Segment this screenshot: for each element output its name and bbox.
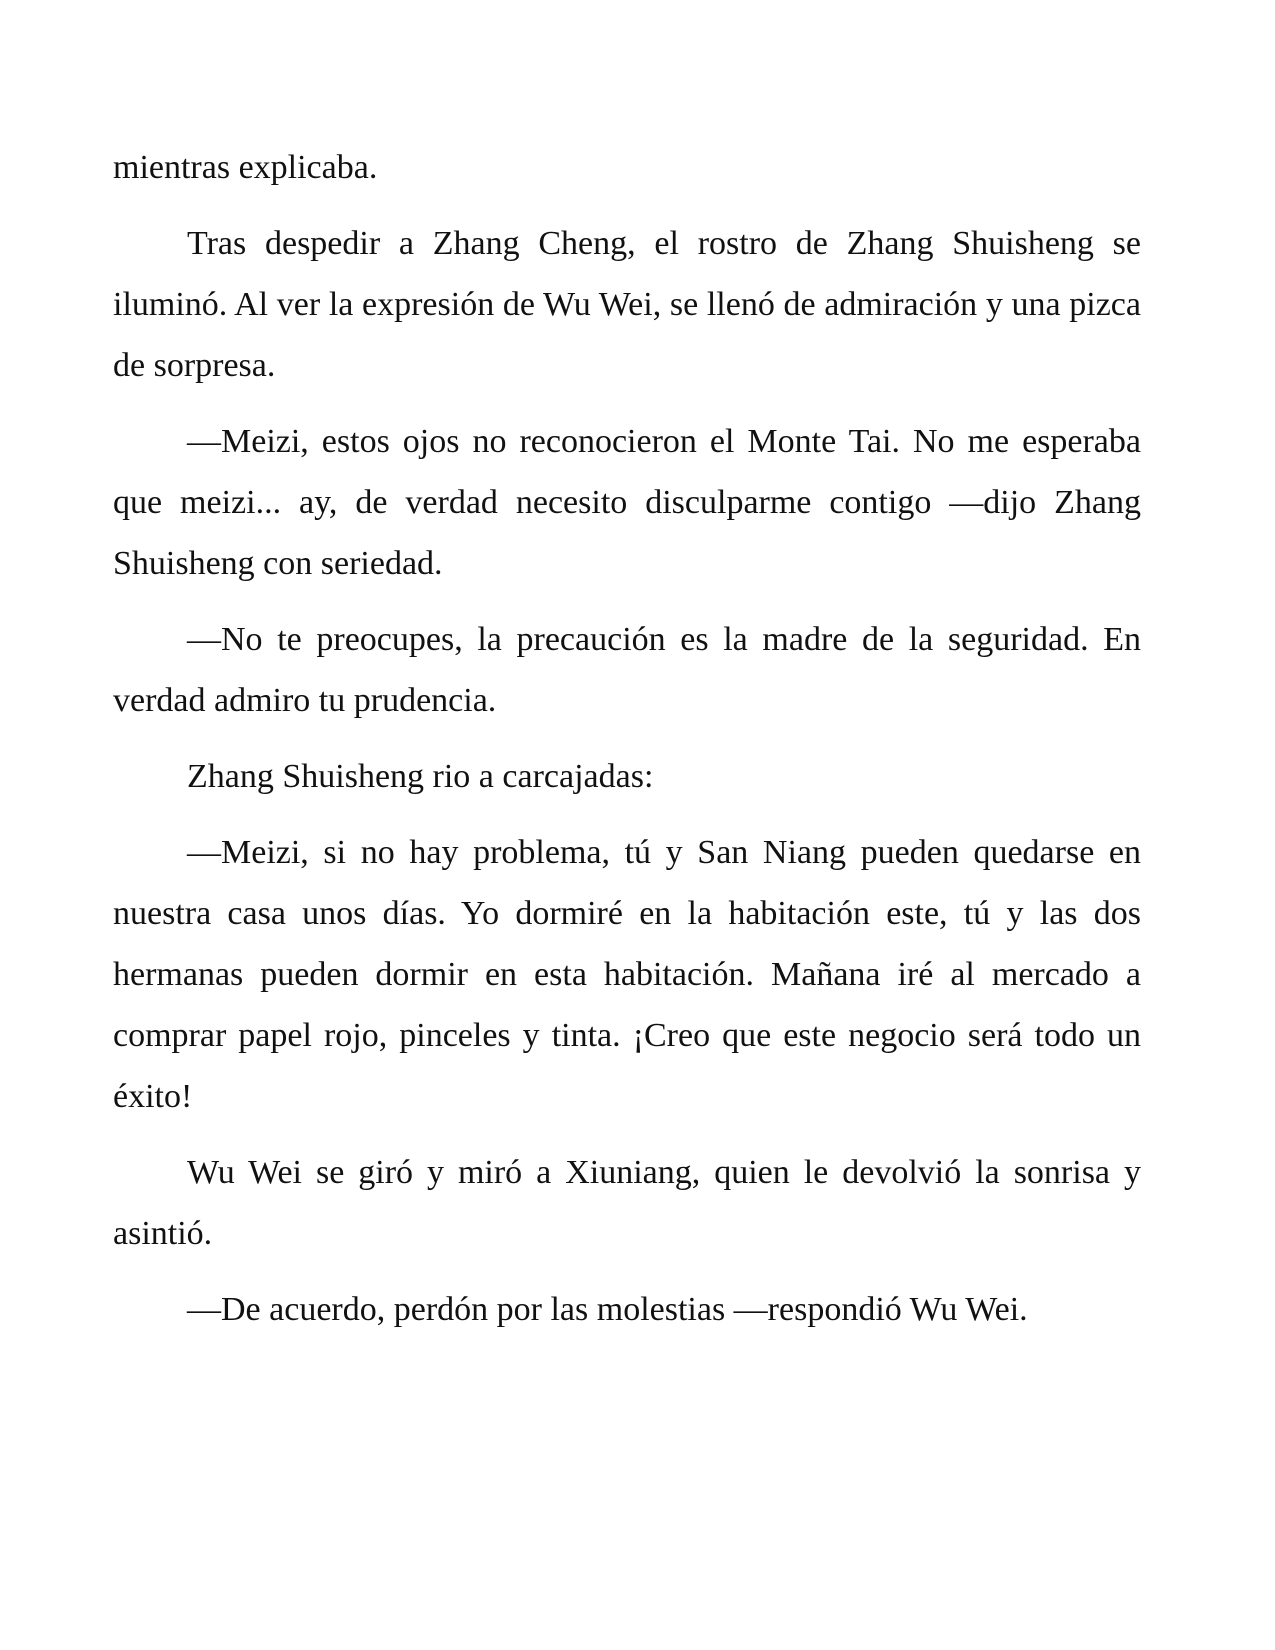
paragraph: —De acuerdo, perdón por las molestias —respondió Wu Wei. xyxy=(187,1291,1028,1328)
paragraph: mientras explicaba. xyxy=(113,149,378,186)
paragraph: —Meizi, estos ojos no reconocieron el Monte Tai. No me esperaba que meizi... ay, de verdad necesito disculparme contigo —dijo Zhang Shuisheng con seriedad. xyxy=(113,423,1141,582)
paragraph: —Meizi, si no hay problema, tú y San Niang pueden quedarse en nuestra casa unos días. Yo dormiré en la habitación este, tú y las dos hermanas pueden dormir en esta habitación. Mañana iré al mercado a comprar papel rojo, pinceles y tinta. ¡Creo que este negocio será todo un éxito! xyxy=(113,834,1141,1115)
paragraph: —No te preocupes, la precaución es la madre de la seguridad. En verdad admiro tu prudencia. xyxy=(113,621,1141,719)
paragraph: Tras despedir a Zhang Cheng, el rostro de Zhang Shuisheng se iluminó. Al ver la expresión de Wu Wei, se llenó de admiración y una pizca de sorpresa. xyxy=(113,225,1141,384)
paragraph: Zhang Shuisheng rio a carcajadas: xyxy=(187,758,654,795)
paragraph: Wu Wei se giró y miró a Xiuniang, quien le devolvió la sonrisa y asintió. xyxy=(113,1154,1141,1252)
document-page xyxy=(113,137,1141,1355)
